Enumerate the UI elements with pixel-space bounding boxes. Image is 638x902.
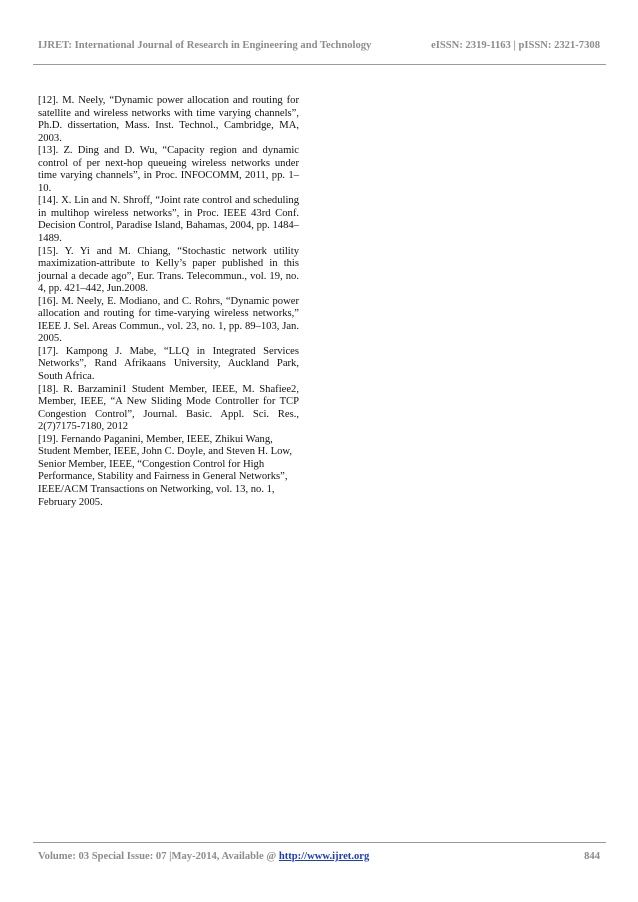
footer-volume-info bbox=[38, 851, 369, 862]
issn-info: eISSN: 2319-1163 | pISSN: 2321-7308 bbox=[431, 40, 600, 51]
volume-text: Volume: 03 Special Issue: 07 |May-2014, Available @ bbox=[38, 851, 279, 862]
reference-item: [19]. Fernando Paganini, Member, IEEE, Zhikui Wang, Student Member, IEEE, John C. Doyle, and Steven H. Low, Senior Member, IEEE, “Congestion Control for High Performance, Stability and Fairness in General Networks”, IEEE/ACM Transactions on Networking, vol. 13, no. 1, February 2005. bbox=[38, 433, 292, 508]
header-divider bbox=[33, 64, 606, 65]
page-number: 844 bbox=[584, 851, 600, 862]
journal-website-link[interactable]: http://www.ijret.org bbox=[278, 851, 370, 862]
reference-item: [17]. Kampong J. Mabe, “LLQ in Integrated Services Networks”, Rand Afrikaans University, Auckland Park, South Africa. bbox=[38, 345, 299, 383]
references-list bbox=[38, 95, 299, 509]
journal-title: IJRET: International Journal of Research in Engineering and Technology bbox=[38, 40, 372, 51]
page-footer bbox=[38, 851, 600, 865]
reference-item: [15]. Y. Yi and M. Chiang, “Stochastic network utility maximization-attribute to Kelly’s paper published in this journal a decade ago”, Eur. Trans. Telecommun., vol. 19, no. 4, pp. 421–442, Jun.2008. bbox=[38, 245, 299, 295]
reference-item: [13]. Z. Ding and D. Wu, “Capacity region and dynamic control of per next-hop queueing wireless networks under time varying channels”, in Proc. INFOCOMM, 2011, pp. 1–10. bbox=[38, 145, 299, 194]
page-header bbox=[38, 40, 600, 54]
reference-item: [18]. R. Barzamini1 Student Member, IEEE, M. Shafiee2, Member, IEEE, “A New Sliding Mode Controller for TCP Congestion Control”, Journal. Basic. Appl. Sci. Res., 2(7)7175-7180, 2012 bbox=[38, 383, 299, 433]
reference-item: [16]. M. Neely, E. Modiano, and C. Rohrs, “Dynamic power allocation and routing for time-varying wireless networks,” IEEE J. Sel. Areas Commun., vol. 23, no. 1, pp. 89–103, Jan. 2005. bbox=[38, 295, 299, 345]
reference-item: [14]. X. Lin and N. Shroff, “Joint rate control and scheduling in multihop wireless networks”, in Proc. IEEE 43rd Conf. Decision Control, Paradise Island, Bahamas, 2004, pp. 1484–1489. bbox=[38, 195, 299, 245]
footer-divider bbox=[33, 842, 606, 843]
reference-item: [12]. M. Neely, “Dynamic power allocation and routing for satellite and wireless networks with time varying channels”, Ph.D. dissertation, Mass. Inst. Technol., Cambridge, MA, 2003. bbox=[38, 95, 299, 144]
